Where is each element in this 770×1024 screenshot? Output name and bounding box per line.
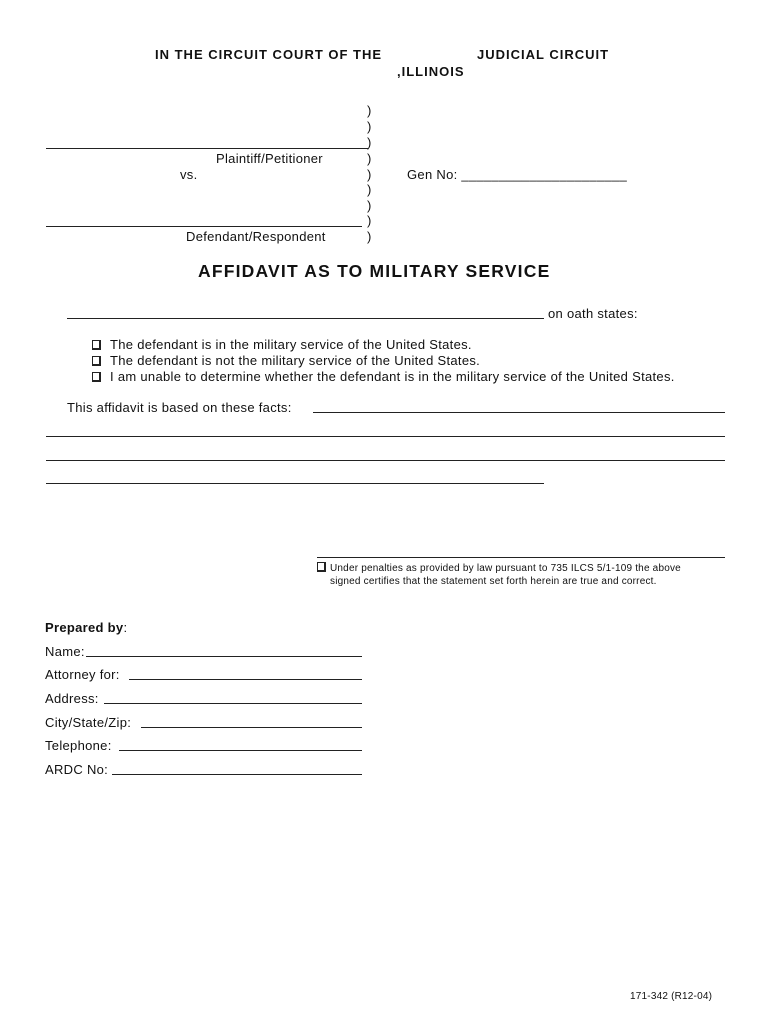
plaintiff-label: Plaintiff/Petitioner xyxy=(216,151,323,166)
option-label: I am unable to determine whether the defendant is in the military service of the United States. xyxy=(110,369,675,384)
caption-paren: ) xyxy=(367,167,372,182)
certification-line-2: signed certifies that the statement set forth herein are true and correct. xyxy=(330,576,657,587)
certification-line-1: Under penalties as provided by law pursuant to 735 ILCS 5/1-109 the above xyxy=(330,563,681,574)
caption-paren: ) xyxy=(367,198,372,213)
prepared-by-colon: : xyxy=(123,620,128,635)
plaintiff-line[interactable] xyxy=(46,148,368,149)
caption-paren: ) xyxy=(367,103,372,118)
option-not-in-service[interactable] xyxy=(92,353,480,368)
telephone-label: Telephone: xyxy=(45,738,112,753)
gen-no-field[interactable]: Gen No: ______________________ xyxy=(407,167,628,182)
affiant-name-line[interactable] xyxy=(67,318,544,319)
city-state-zip-label: City/State/Zip: xyxy=(45,715,132,730)
ardc-label: ARDC No: xyxy=(45,762,109,777)
court-heading: IN THE CIRCUIT COURT OF THE xyxy=(155,47,383,62)
caption-paren: ) xyxy=(367,229,372,244)
circuit-heading: JUDICIAL CIRCUIT xyxy=(477,47,610,62)
form-number: 171-342 (R12-04) xyxy=(630,991,713,1002)
signature-line[interactable] xyxy=(317,557,725,558)
defendant-line[interactable] xyxy=(46,226,362,227)
option-label: The defendant is not the military service of the United States. xyxy=(110,353,481,368)
vs-label: vs. xyxy=(180,167,198,182)
telephone-field[interactable] xyxy=(119,750,362,751)
checkbox-icon[interactable] xyxy=(92,356,101,366)
oath-label: on oath states: xyxy=(548,306,638,321)
facts-label: This affidavit is based on these facts: xyxy=(67,400,292,415)
facts-line[interactable] xyxy=(46,460,725,461)
caption-paren: ) xyxy=(367,135,372,150)
checkbox-icon[interactable] xyxy=(317,562,326,572)
name-field[interactable] xyxy=(86,656,362,657)
caption-paren: ) xyxy=(367,119,372,134)
facts-line[interactable] xyxy=(313,412,725,413)
option-label: The defendant is in the military service of the United States. xyxy=(110,337,472,352)
checkbox-icon[interactable] xyxy=(92,340,101,350)
prepared-by-label: Prepared by xyxy=(45,620,124,635)
defendant-label: Defendant/Respondent xyxy=(186,229,326,244)
state-heading: ,ILLINOIS xyxy=(397,64,465,79)
facts-line[interactable] xyxy=(46,436,725,437)
address-field[interactable] xyxy=(104,703,362,704)
caption-paren: ) xyxy=(367,213,372,228)
prepared-by-heading xyxy=(45,620,127,635)
attorney-field[interactable] xyxy=(129,679,362,680)
address-label: Address: xyxy=(45,691,99,706)
option-in-service[interactable] xyxy=(92,337,472,352)
page-title: AFFIDAVIT AS TO MILITARY SERVICE xyxy=(198,261,551,281)
attorney-label: Attorney for: xyxy=(45,667,120,682)
certification-text[interactable] xyxy=(317,562,681,574)
name-label: Name: xyxy=(45,644,85,659)
caption-paren: ) xyxy=(367,182,372,197)
caption-paren: ) xyxy=(367,151,372,166)
ardc-field[interactable] xyxy=(112,774,362,775)
city-state-zip-field[interactable] xyxy=(141,727,362,728)
option-unable-to-determine[interactable] xyxy=(92,369,675,384)
facts-line[interactable] xyxy=(46,483,544,484)
checkbox-icon[interactable] xyxy=(92,372,101,382)
